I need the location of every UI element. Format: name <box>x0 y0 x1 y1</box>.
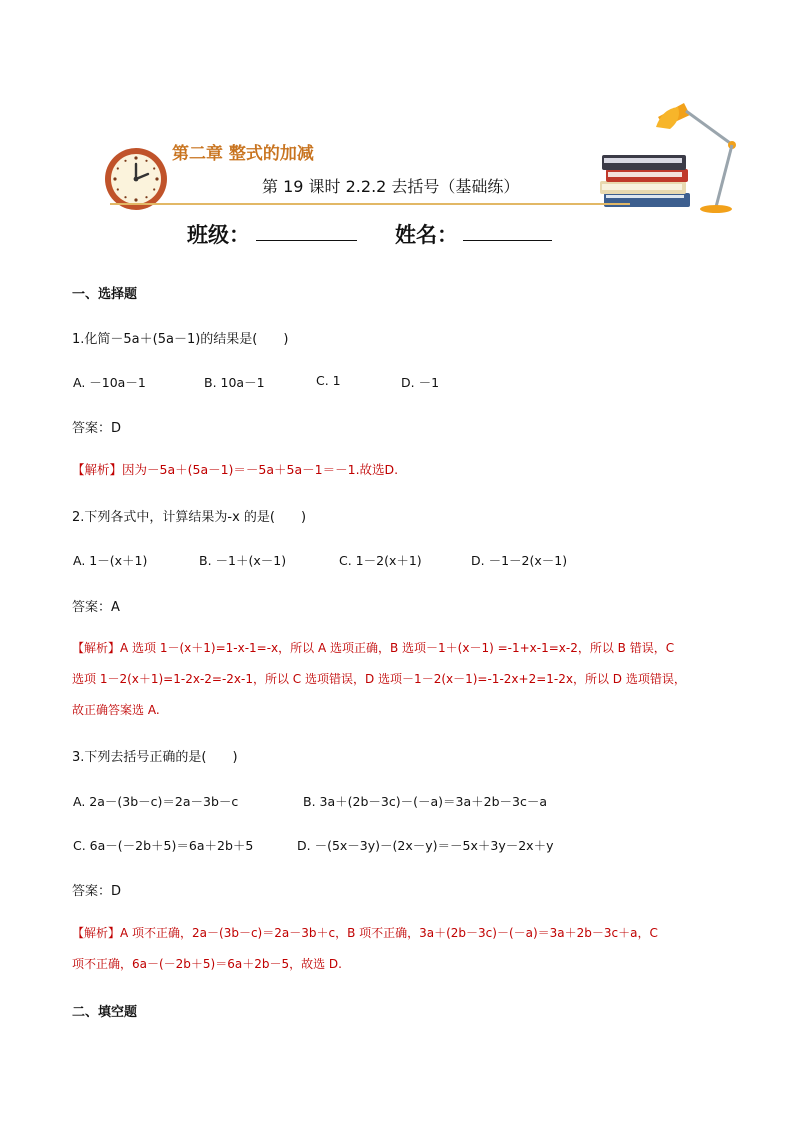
question-2-stem: 2.下列各式中，计算结果为-x 的是( ) <box>72 510 307 525</box>
question-1-option-b: B. 10a－1 <box>204 375 265 390</box>
question-2-explanation-line: 选项 1－2(x＋1)=1-2x-2=-2x-1，所以 C 选项错误，D 选项－1－2(x－1)=-1-2x+2=1-2x，所以 D 选项错误， <box>72 672 686 686</box>
question-3-option-b: B. 3a＋(2b－3c)－(－a)＝3a＋2b－3c－a <box>303 794 548 809</box>
question-3-explanation <box>72 918 752 980</box>
section-title-choice: 一、选择题 <box>72 287 138 302</box>
question-3-option-c: C. 6a－(－2b＋5)＝6a＋2b＋5 <box>73 838 254 853</box>
name-blank <box>463 240 552 241</box>
section-title-fill: 二、填空题 <box>72 1005 138 1020</box>
question-3-explanation-line: 项不正确，6a－(－2b＋5)＝6a＋2b－5，故选 D. <box>72 957 342 971</box>
question-1-option-a: A. －10a－1 <box>73 375 146 390</box>
question-3-stem: 3.下列去括号正确的是( ) <box>72 750 238 765</box>
question-2-option-d: D. －1－2(x－1) <box>471 553 568 568</box>
question-1-option-d: D. －1 <box>401 375 440 390</box>
question-2-explanation-line: 【解析】A 选项 1－(x＋1)=1-x-1=-x，所以 A 选项正确，B 选项－1＋(x－1) =-1+x-1=x-2，所以 B 错误，C <box>72 641 675 655</box>
question-3-answer: 答案：D <box>72 884 122 899</box>
class-label: 班级： <box>187 223 250 247</box>
books-lamp-illustration <box>598 95 740 217</box>
question-2-option-b: B. －1＋(x－1) <box>199 553 287 568</box>
question-1-stem: 1.化简－5a＋(5a－1)的结果是( ) <box>72 332 289 347</box>
chapter-title: 第二章 整式的加减 <box>172 144 314 164</box>
question-3-option-d: D. －(5x－3y)－(2x－y)＝－5x＋3y－2x＋y <box>297 838 554 853</box>
question-3-explanation-line: 【解析】A 项不正确，2a－(3b－c)＝2a－3b＋c，B 项不正确，3a＋(2b－3c)－(－a)＝3a＋2b－3c＋a，C <box>72 926 658 940</box>
question-3-option-a: A. 2a－(3b－c)＝2a－3b－c <box>73 794 239 809</box>
question-2-answer: 答案：A <box>72 600 120 615</box>
question-2-explanation <box>72 633 752 726</box>
question-2-option-a: A. 1－(x＋1) <box>73 553 148 568</box>
question-2-explanation-line: 故正确答案选 A. <box>72 703 160 717</box>
name-label: 姓名： <box>395 223 458 247</box>
question-1-option-c: C. 1 <box>316 373 341 388</box>
lesson-title: 第 19 课时 2.2.2 去括号（基础练） <box>262 177 520 196</box>
header-divider <box>110 203 630 205</box>
question-2-option-c: C. 1－2(x＋1) <box>339 553 422 568</box>
question-1-explanation-line: 【解析】因为－5a＋(5a－1)＝－5a＋5a－1＝－1.故选D. <box>72 462 399 477</box>
question-1-explanation <box>72 454 732 485</box>
question-1-answer: 答案：D <box>72 421 122 436</box>
class-blank <box>256 240 357 241</box>
